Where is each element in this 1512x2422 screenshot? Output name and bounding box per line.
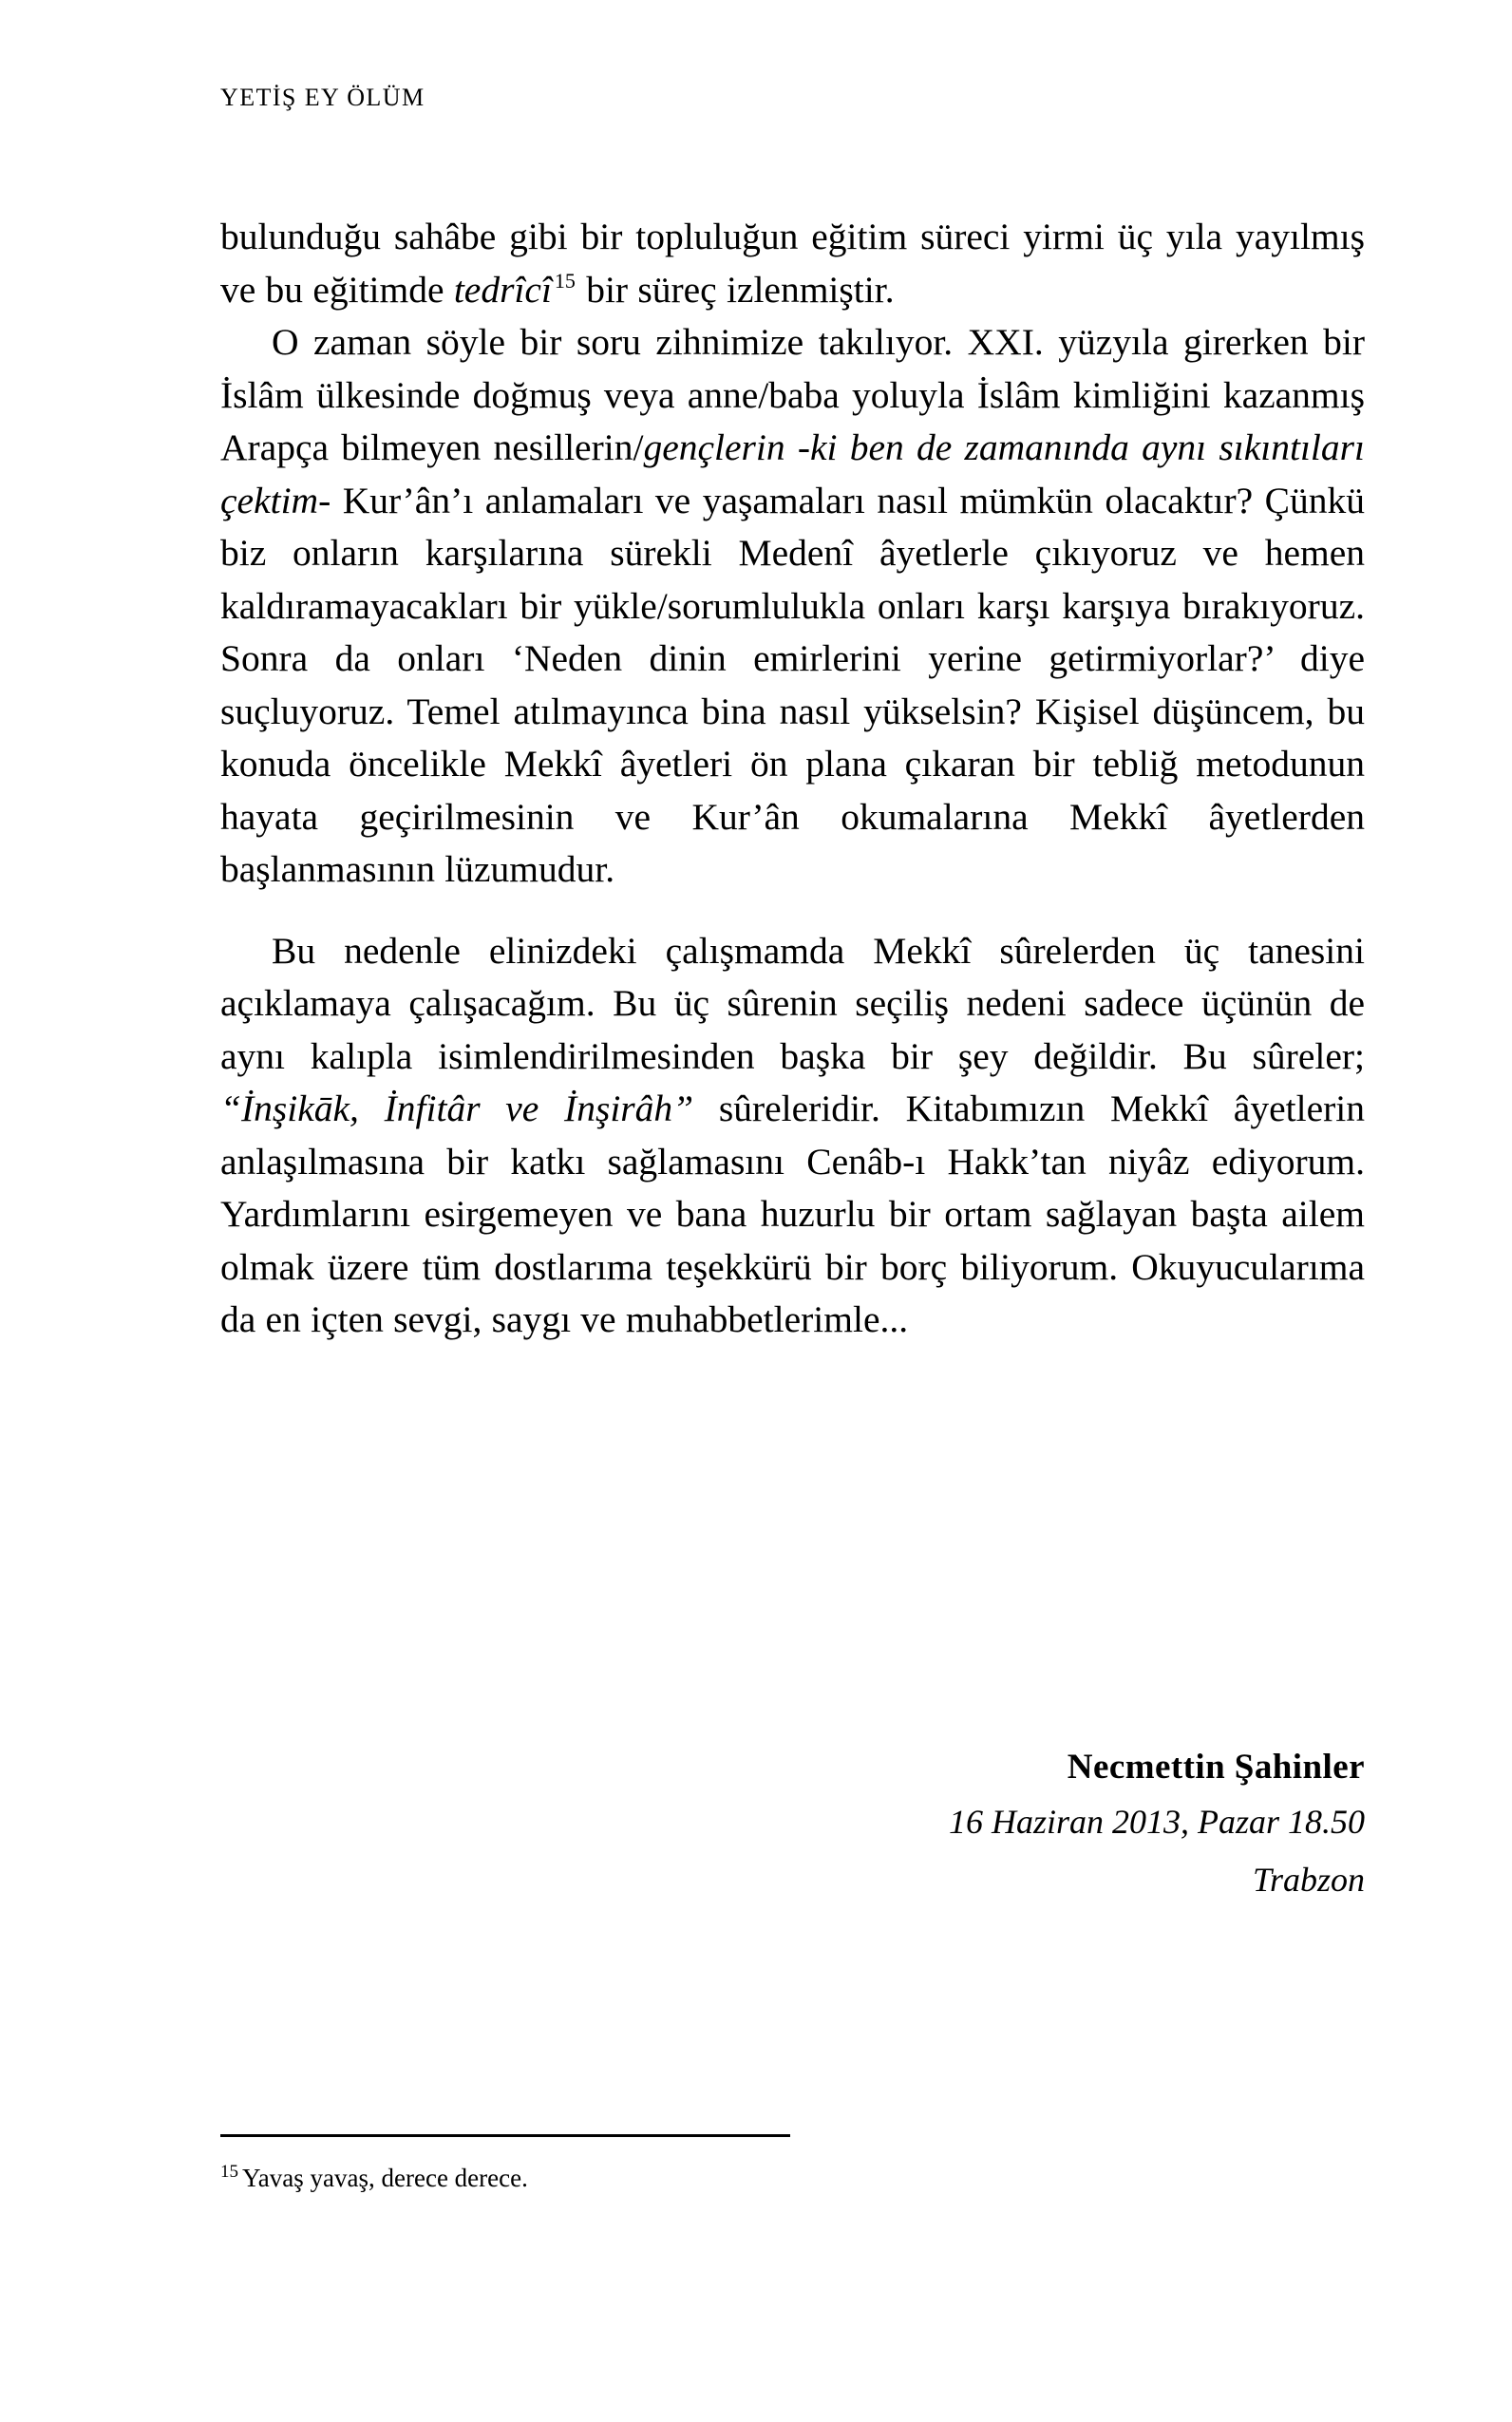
signature-place: Trabzon bbox=[1252, 1861, 1365, 1899]
footnote-separator-rule bbox=[220, 2134, 790, 2137]
running-header: YETİŞ EY ÖLÜM bbox=[220, 84, 425, 111]
paragraph-continuation bbox=[220, 211, 1365, 316]
paragraph-1-segment-a: bulunduğu sahâbe gibi bir topluluğun eğitim süreci yirmi üç yıla yayılmış ve bu eğitimde bbox=[220, 216, 1365, 311]
paragraph-2-segment-b: Kur’ân’ı anlamaları ve yaşamaları nasıl mümkün olacaktır? Çünkü biz onların karşılarına sürekli Medenî âyetlerle çıkıyoruz ve hemen kaldıramayacakları bir yükle/sorumlulukla onları karşı karşıya bırakıyoruz. Sonra da onları ‘Neden dinin emirlerini yerine getirmiyorlar?’ diye suçluyoruz. Temel atılmayınca bina nasıl yükselsin? Kişisel düşüncem, bu konuda öncelikle Mekkî âyetleri ön plana çıkaran bir tebliğ metodunun hayata geçirilmesinin ve Kur’ân okumalarına Mekkî âyetlerden başlanmasının lüzumudur. bbox=[220, 479, 1365, 890]
paragraph-2-segment-a: O zaman söyle bir soru zihnimize takılıyor. XXI. yüzyıla girerken bir İslâm ülkesinde doğmuş veya anne/baba yoluyla İslâm kimliğini kazanmış Arapça bilmeyen nesillerin/ bbox=[220, 321, 1365, 468]
body-text-block bbox=[220, 211, 1365, 1347]
paragraph-2 bbox=[220, 316, 1365, 897]
signature-date: 16 Haziran 2013, Pazar 18.50 bbox=[948, 1803, 1365, 1841]
paragraph-1-segment-b: bir süreç izlenmiştir. bbox=[576, 268, 895, 311]
author-name: Necmettin Şahinler bbox=[1067, 1748, 1365, 1787]
signature-block bbox=[220, 1743, 1365, 1908]
paragraph-3 bbox=[220, 925, 1365, 1347]
paragraph-2-italic-genclerin: gençlerin -ki ben de zamanında aynı sıkıntıları çektim- bbox=[220, 426, 1366, 521]
paragraph-1-italic-tedrici: tedrîcî bbox=[453, 268, 552, 311]
paragraph-3-segment-b: sûreleridir. Kitabımızın Mekkî âyetlerin anlaşılmasına bir katkı sağlamasını Cenâb-ı Hakk’tan niyâz ediyorum. Yardımlarını esirgemeyen ve bana huzurlu bir ortam sağlayan başta ailem olmak üzere tüm dostlarıma teşekkürü bir borç biliyorum. Okuyucularıma da en içten sevgi, saygı ve muhabbetlerimle... bbox=[220, 1088, 1365, 1340]
footnote-entry bbox=[220, 2161, 1365, 2195]
footnote-text: Yavaş yavaş, derece derece. bbox=[242, 2164, 528, 2192]
footnote-reference-15: 15 bbox=[554, 269, 576, 293]
paragraph-3-italic-sure-names: “İnşikāk, İnfitâr ve İnşirâh” bbox=[220, 1088, 694, 1129]
footnote-number: 15 bbox=[220, 2162, 238, 2182]
paragraph-3-segment-a: Bu nedenle elinizdeki çalışmamda Mekkî sûrelerden üç tanesini açıklamaya çalışacağım. Bu üç sûrenin seçiliş nedeni sadece üçünün de aynı kalıpla isimlendirilmesinden başka bir şey değildir. Bu sûreler; bbox=[220, 929, 1365, 1077]
